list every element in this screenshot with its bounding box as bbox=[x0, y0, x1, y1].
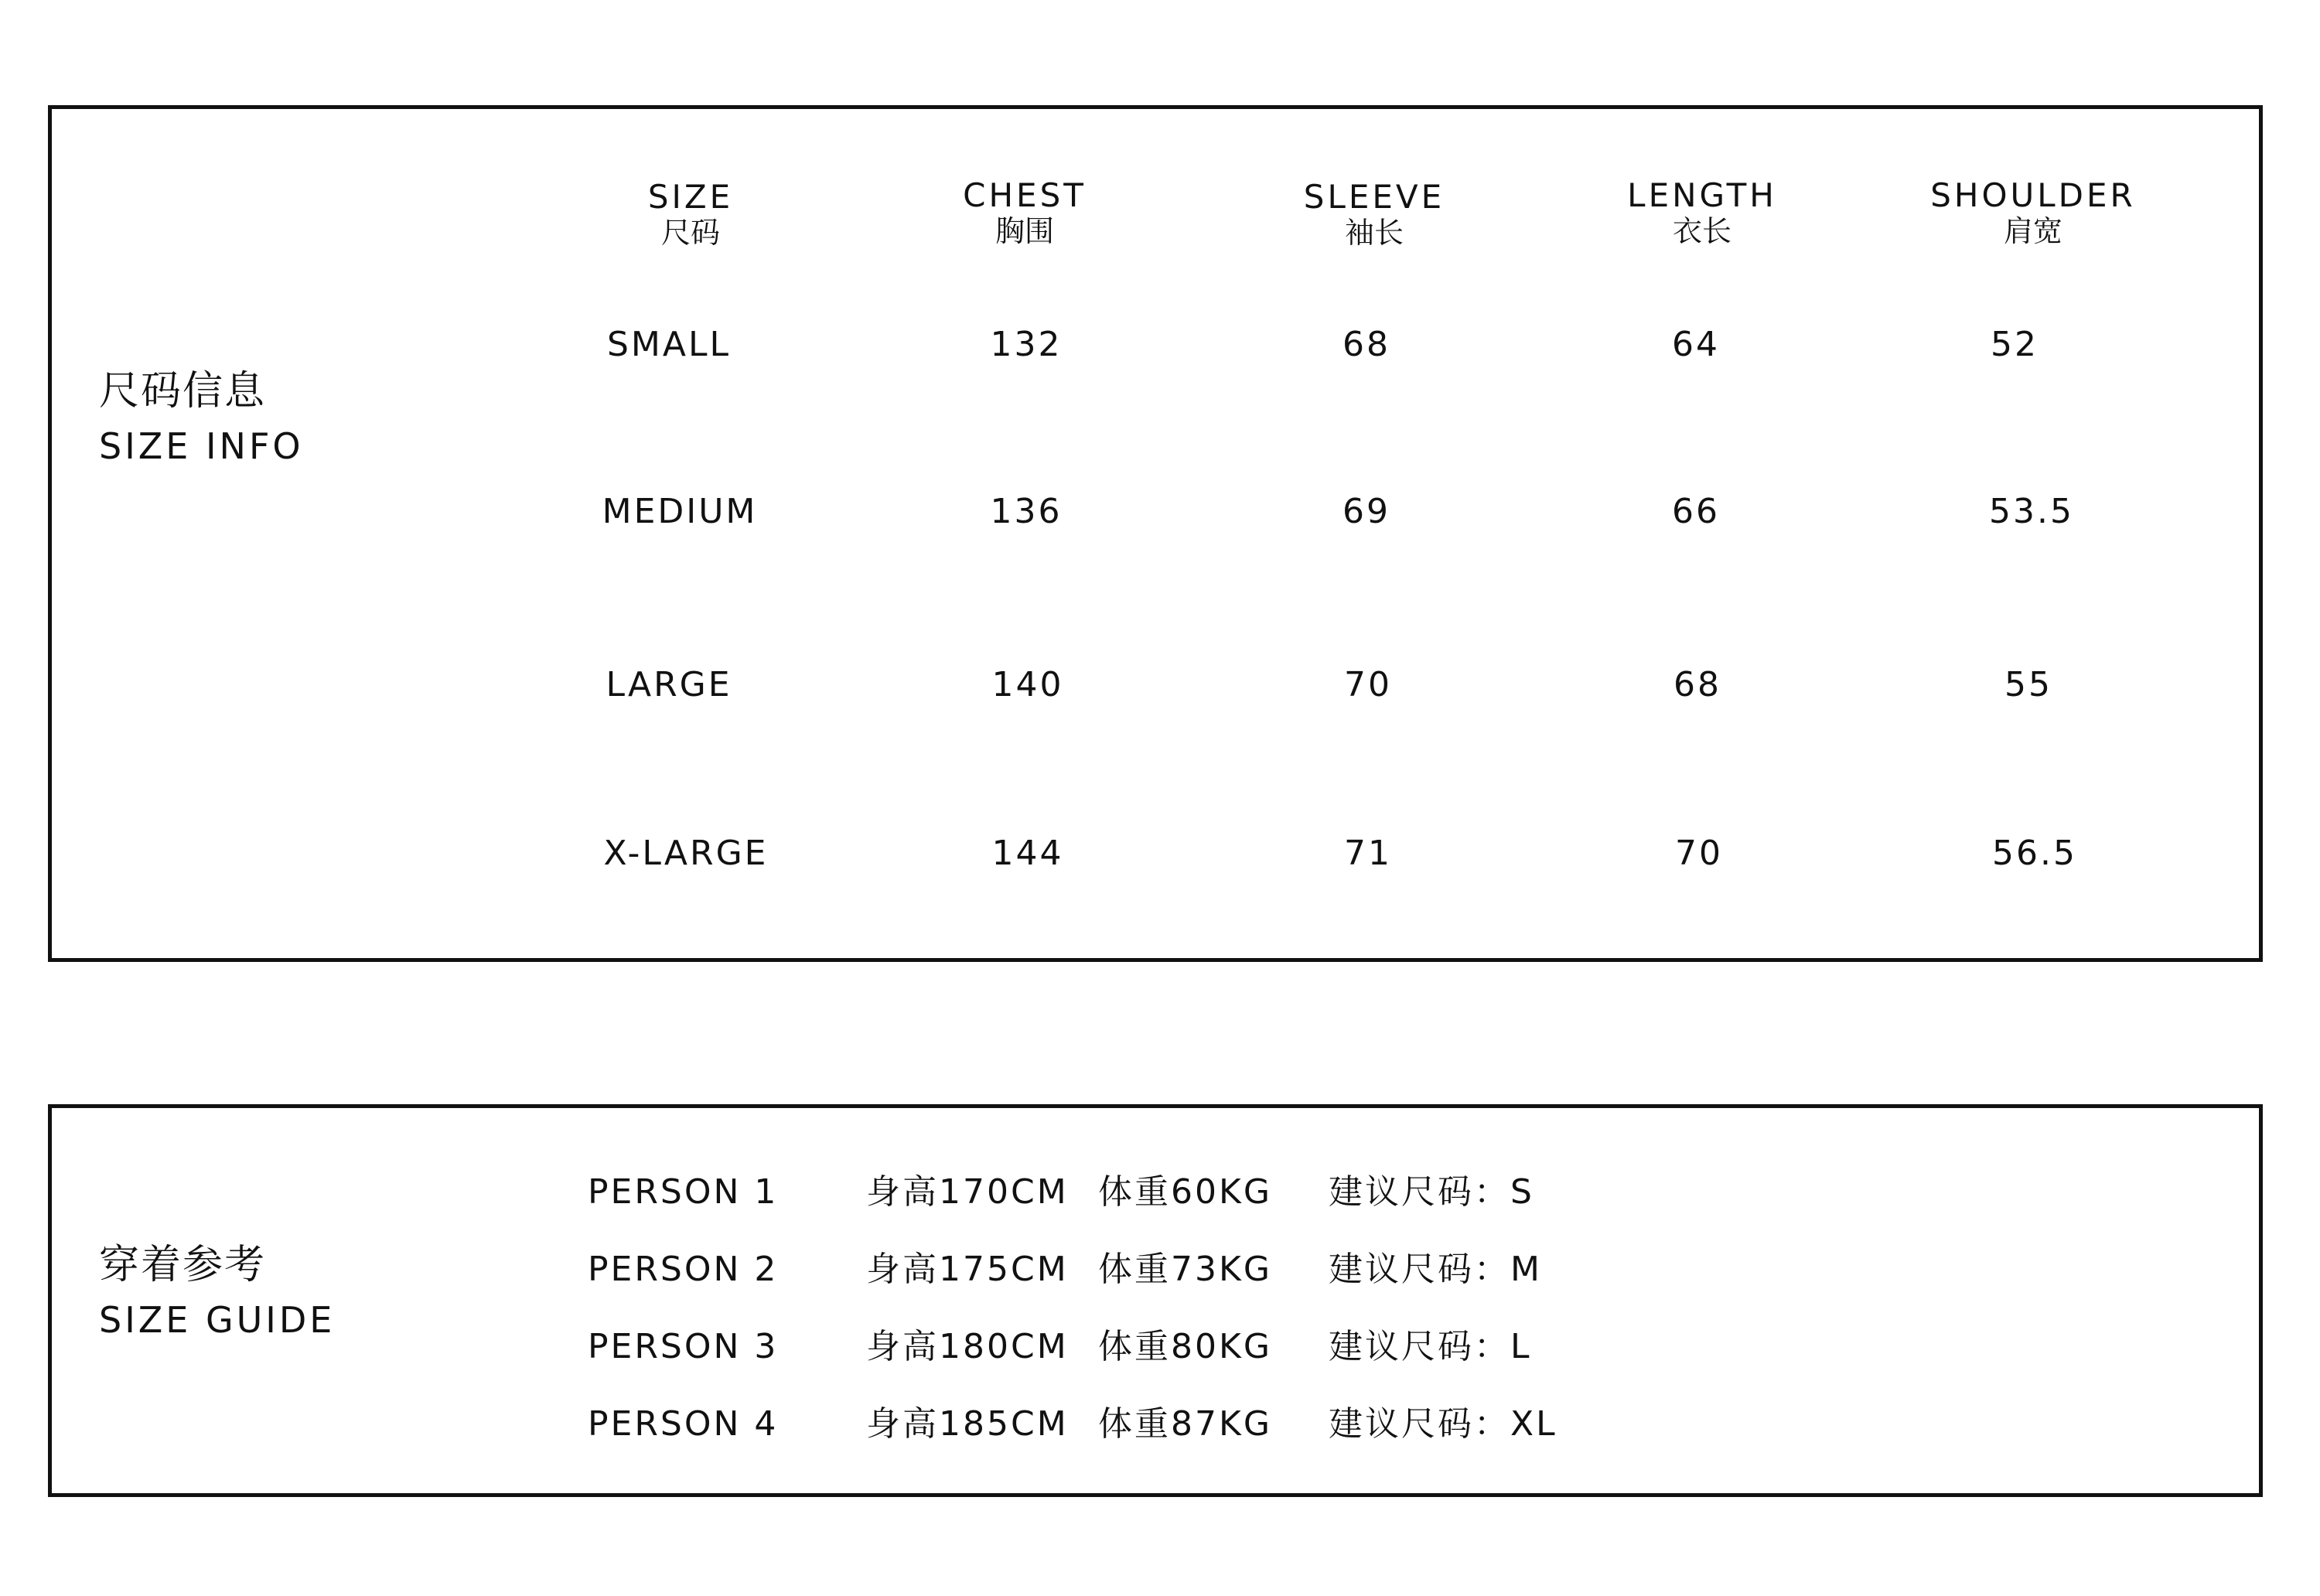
row-medium-size: MEDIUM bbox=[602, 492, 758, 531]
size-guide-label-zh: 穿着参考 bbox=[99, 1242, 267, 1288]
guide-recommended-size: 建议尺码：S bbox=[1329, 1172, 1534, 1212]
guide-weight: 体重87KG bbox=[1098, 1404, 1272, 1444]
row-xlarge-length: 70 bbox=[1675, 834, 1723, 873]
guide-height: 身高175CM bbox=[866, 1250, 1069, 1289]
row-medium-sleeve: 69 bbox=[1343, 492, 1390, 531]
header-size-en: SIZE bbox=[647, 178, 734, 216]
size-info-label-zh: 尺码信息 bbox=[99, 368, 267, 414]
guide-height: 身高185CM bbox=[866, 1404, 1069, 1444]
row-small-sleeve: 68 bbox=[1343, 325, 1390, 364]
header-length-en: LENGTH bbox=[1627, 176, 1777, 214]
header-shoulder-en: SHOULDER bbox=[1930, 176, 2136, 214]
header-length bbox=[1627, 176, 1777, 248]
row-xlarge-shoulder: 56.5 bbox=[1992, 834, 2077, 873]
header-sleeve-zh: 袖长 bbox=[1344, 216, 1404, 250]
header-chest bbox=[963, 176, 1087, 248]
header-size bbox=[647, 178, 734, 250]
header-sleeve bbox=[1303, 178, 1445, 250]
row-small-size: SMALL bbox=[606, 325, 732, 364]
row-large-sleeve: 70 bbox=[1344, 665, 1392, 704]
size-info-label-en: SIZE INFO bbox=[99, 425, 304, 467]
row-large-size: LARGE bbox=[606, 665, 732, 704]
header-chest-zh: 胸围 bbox=[995, 214, 1055, 248]
row-small-chest: 132 bbox=[990, 325, 1063, 364]
guide-height: 身高180CM bbox=[866, 1327, 1069, 1366]
row-large-length: 68 bbox=[1673, 665, 1721, 704]
header-size-zh: 尺码 bbox=[660, 216, 721, 250]
guide-person: PERSON 4 bbox=[588, 1404, 779, 1444]
row-medium-chest: 136 bbox=[990, 492, 1063, 531]
size-guide-label-en: SIZE GUIDE bbox=[99, 1299, 336, 1341]
header-sleeve-en: SLEEVE bbox=[1303, 178, 1445, 216]
guide-height: 身高170CM bbox=[866, 1172, 1069, 1212]
row-medium-length: 66 bbox=[1672, 492, 1720, 531]
guide-person: PERSON 1 bbox=[588, 1172, 779, 1212]
guide-recommended-size: 建议尺码：L bbox=[1329, 1327, 1532, 1366]
guide-weight: 体重60KG bbox=[1098, 1172, 1272, 1212]
header-length-zh: 衣长 bbox=[1672, 214, 1732, 248]
guide-weight: 体重73KG bbox=[1098, 1250, 1272, 1289]
header-chest-en: CHEST bbox=[963, 176, 1087, 214]
size-info-label bbox=[99, 368, 304, 467]
guide-weight: 体重80KG bbox=[1098, 1327, 1272, 1366]
row-xlarge-sleeve: 71 bbox=[1344, 834, 1392, 873]
row-small-shoulder: 52 bbox=[1991, 325, 2039, 364]
row-large-shoulder: 55 bbox=[2004, 665, 2052, 704]
row-medium-shoulder: 53.5 bbox=[1989, 492, 2074, 531]
row-small-length: 64 bbox=[1672, 325, 1720, 364]
size-guide-label bbox=[99, 1242, 336, 1341]
row-xlarge-size: X-LARGE bbox=[603, 834, 769, 873]
guide-person: PERSON 2 bbox=[588, 1250, 779, 1289]
header-shoulder bbox=[1930, 176, 2136, 248]
guide-recommended-size: 建议尺码：XL bbox=[1329, 1404, 1557, 1444]
header-shoulder-zh: 肩宽 bbox=[2003, 214, 2063, 248]
guide-person: PERSON 3 bbox=[588, 1327, 779, 1366]
row-xlarge-chest: 144 bbox=[991, 834, 1064, 873]
guide-recommended-size: 建议尺码：M bbox=[1329, 1250, 1542, 1289]
row-large-chest: 140 bbox=[991, 665, 1064, 704]
